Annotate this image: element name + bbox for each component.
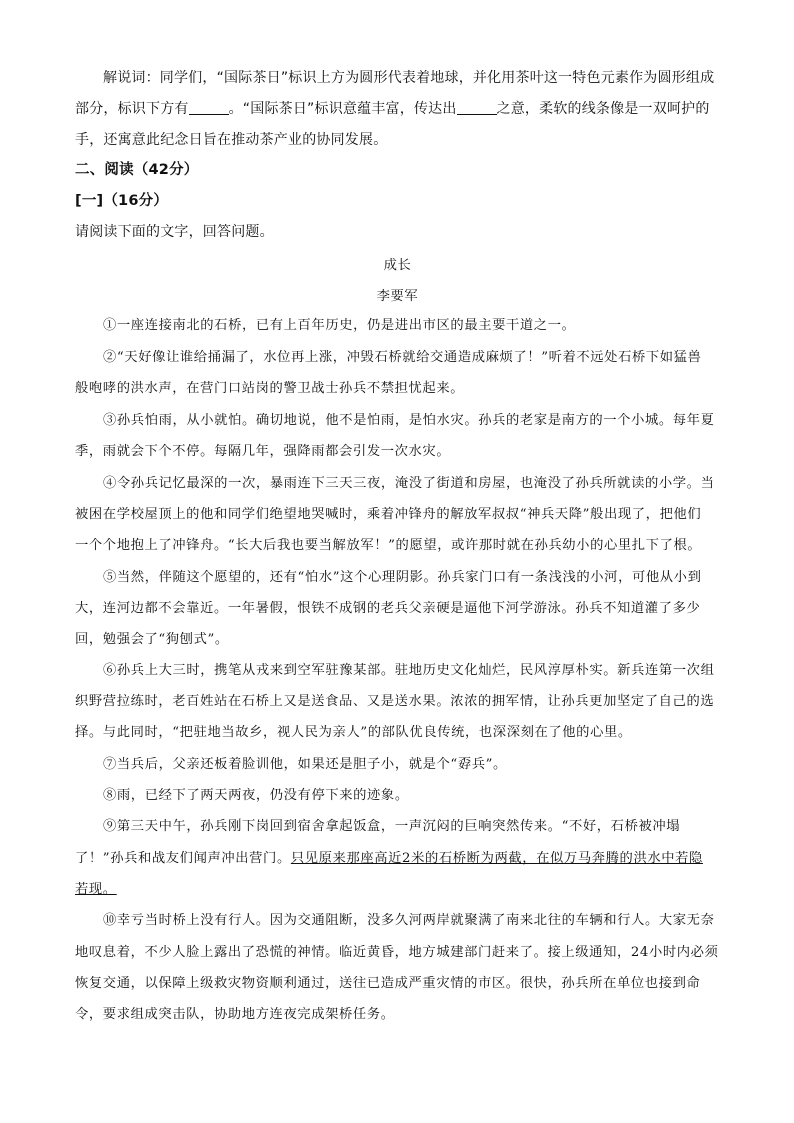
paragraph-10-line-2: 地叹息着，不少人脸上露出了恐慌的神情。临近黄昏，地方城建部门赶来了。接上级通知，24小时内必须: [75, 945, 719, 960]
underlined-sentence-end: 若现。: [75, 882, 117, 897]
article-title: 成长: [383, 258, 412, 273]
answer-blank-2[interactable]: [457, 100, 497, 115]
paragraph-4-line-2: 被困在学校屋顶上的他和同学们绝望地哭喊时，乘着冲锋舟的解放军叔叔“神兵天降”般出现了，把他们: [75, 507, 702, 522]
paragraph-6-line-2: 织野营拉练时，老百姓站在石桥上又是送食品、又是送水果。浓浓的拥军情，让孙兵更加坚定了自己的选: [75, 694, 715, 709]
paragraph-4-line-3: 一个个地抱上了冲锋舟。“长大后我也要当解放军！”的愿望，或许那时就在孙兵幼小的心里扎下了根。: [75, 538, 702, 553]
paragraph-1-line-1: ①一座连接南北的石桥，已有上百年历史，仍是进出市区的最主要干道之一。: [103, 318, 576, 333]
paragraph-10-line-4: 令，要求组成突击队，协助地方连夜完成架桥任务。: [75, 1007, 395, 1022]
section-title: 二、阅读（42分）: [75, 162, 199, 178]
section-instruction: 请阅读下面的文字，回答问题。: [75, 224, 274, 240]
paragraph-6-line-1: ⑥孙兵上大三时，携笔从戎来到空军驻豫某部。驻地历史文化灿烂，民风淳厚朴实。新兵连第一次组: [103, 663, 715, 678]
article-author: 李要军: [376, 289, 419, 304]
paragraph-3-line-1: ③孙兵怕雨，从小就怕。确切地说，他不是怕雨，是怕水灾。孙兵的老家是南方的一个小城。每年夏: [103, 413, 715, 428]
paragraph-4-line-1: ④令孙兵记忆最深的一次，暴雨连下三天三夜，淹没了街道和房屋，也淹没了孙兵所就读的小学。当: [103, 476, 715, 491]
section-subtitle: [一]（16分）: [75, 193, 169, 209]
intro-line-2-part-b: 。“国际茶日”标识意蕴丰富，传达出: [228, 101, 457, 117]
paragraph-2-line-1: ②“天好像让谁给捅漏了，水位再上涨，冲毁石桥就给交通造成麻烦了！”听着不远处石桥下如猛兽: [103, 350, 702, 365]
paragraph-8-line-1: ⑧雨，已经下了两天两夜，仍没有停下来的迹象。: [103, 788, 409, 803]
paragraph-7-line-1: ⑦当兵后，父亲还板着脸训他，如果还是胆子小，就是个“孬兵”。: [103, 757, 507, 772]
paragraph-9-line-3: [75, 878, 725, 902]
paragraph-2-line-2: 般咆哮的洪水声，在营门口站岗的警卫战士孙兵不禁担忧起来。: [75, 381, 465, 396]
underlined-sentence: 只见原来那座高近2米的石桥断为两截，在似万马奔腾的洪水中若隐: [290, 851, 703, 866]
intro-line-2-part-a: 部分，标识下方有: [75, 101, 189, 117]
paragraph-9-line-1: ⑨第三天中午，孙兵刚下岗回到宿舍拿起饭盒，一声沉闷的巨响突然传来。“不好，石桥被冲塌: [103, 819, 681, 834]
answer-blank-1[interactable]: [189, 100, 229, 115]
paragraph-5-line-1: ⑤当然，伴随这个愿望的，还有“怕水”这个心理阴影。孙兵家门口有一条浅浅的小河，可他从小到: [103, 570, 702, 585]
paragraph-10-line-3: 恢复交通，以保障上级救灾物资顺利通过，送往已造成严重灾情的市区。很快，孙兵所在单位也接到命: [75, 976, 701, 991]
paragraph-9-line-2-plain: 了！”孙兵和战友们闻声冲出营门。: [75, 851, 291, 866]
paragraph-9-line-2: [75, 847, 725, 871]
intro-line-2-part-c: 之意，柔软的线条像是一双呵护的: [496, 101, 710, 117]
paragraph-5-line-2: 大，连河边都不会靠近。一年暑假，恨铁不成钢的老兵父亲硬是逼他下河学游泳。孙兵不知道灌了多少: [75, 601, 701, 616]
paragraph-5-line-3: 回，勉强会了“狗刨式”。: [75, 632, 229, 647]
paragraph-3-line-2: 季，雨就会下个不停。每隔几年，强降雨都会引发一次水灾。: [75, 444, 451, 459]
paragraph-6-line-3: 择。与此同时，“把驻地当故乡，视人民为亲人”的部队优良传统，也深深刻在了他的心里。: [75, 725, 632, 740]
intro-line-1: 解说词：同学们，“国际茶日”标识上方为圆形代表着地球，并化用茶叶这一特色元素作为圆形组成: [103, 70, 715, 86]
intro-line-3: 手，还寓意此纪念日旨在推动茶产业的协同发展。: [75, 132, 388, 148]
paragraph-10-line-1: ⑩幸亏当时桥上没有行人。因为交通阻断，没多久河两岸就聚满了南来北往的车辆和行人。大家无奈: [103, 913, 715, 928]
intro-line-2: [75, 97, 725, 121]
